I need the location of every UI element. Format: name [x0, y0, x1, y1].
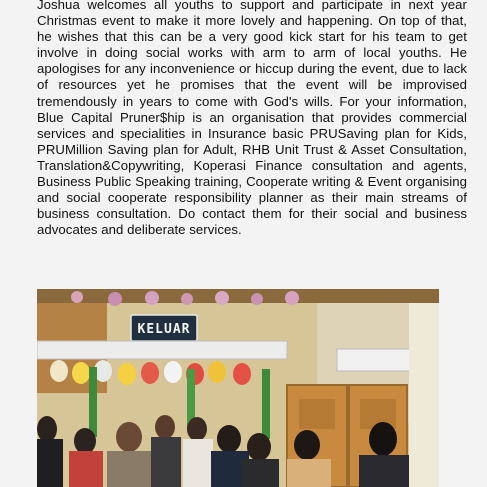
tinsel-left	[89, 367, 97, 437]
exit-sign-label: KELUAR	[137, 322, 191, 337]
event-photo-scene	[37, 289, 439, 487]
event-photo	[37, 289, 439, 487]
article-paragraph: Joshua welcomes all youths to support and participate in next year Christmas event to make it more lovely and happening. On top of that, he wishes that this can be a very good kick start for his team to get involve in doing social works with arm to arm of local youths. He apologises for any inconvenience or hiccup during the event, due to lack of resources yet he promises that the event will be improvised tremendously in years to come with God's wills. For your information, Blue Capital Pruner$hip is an organisation that provides commercial services and specialities in Insurance basic PRUSaving plan for Kids, PRUMillion Saving plan for Adult, RHB Unit Trust & Asset Consultation, Translation&Copywriting, Koperasi Finance consultation and agents, Business Public Speaking training, Cooperate writing & Event organising and social cooperate responsibility planner as their main streams of business consultation. Do contact them for their social and business advocates and deliberate services.	[37, 0, 467, 238]
tinsel-right	[262, 369, 270, 439]
balloon-decoration	[50, 360, 251, 385]
air-conditioner-left	[37, 341, 287, 359]
exit-sign	[131, 315, 197, 341]
wall-edge	[409, 303, 439, 487]
door-panel	[299, 399, 335, 429]
ceiling-strip	[37, 289, 439, 303]
